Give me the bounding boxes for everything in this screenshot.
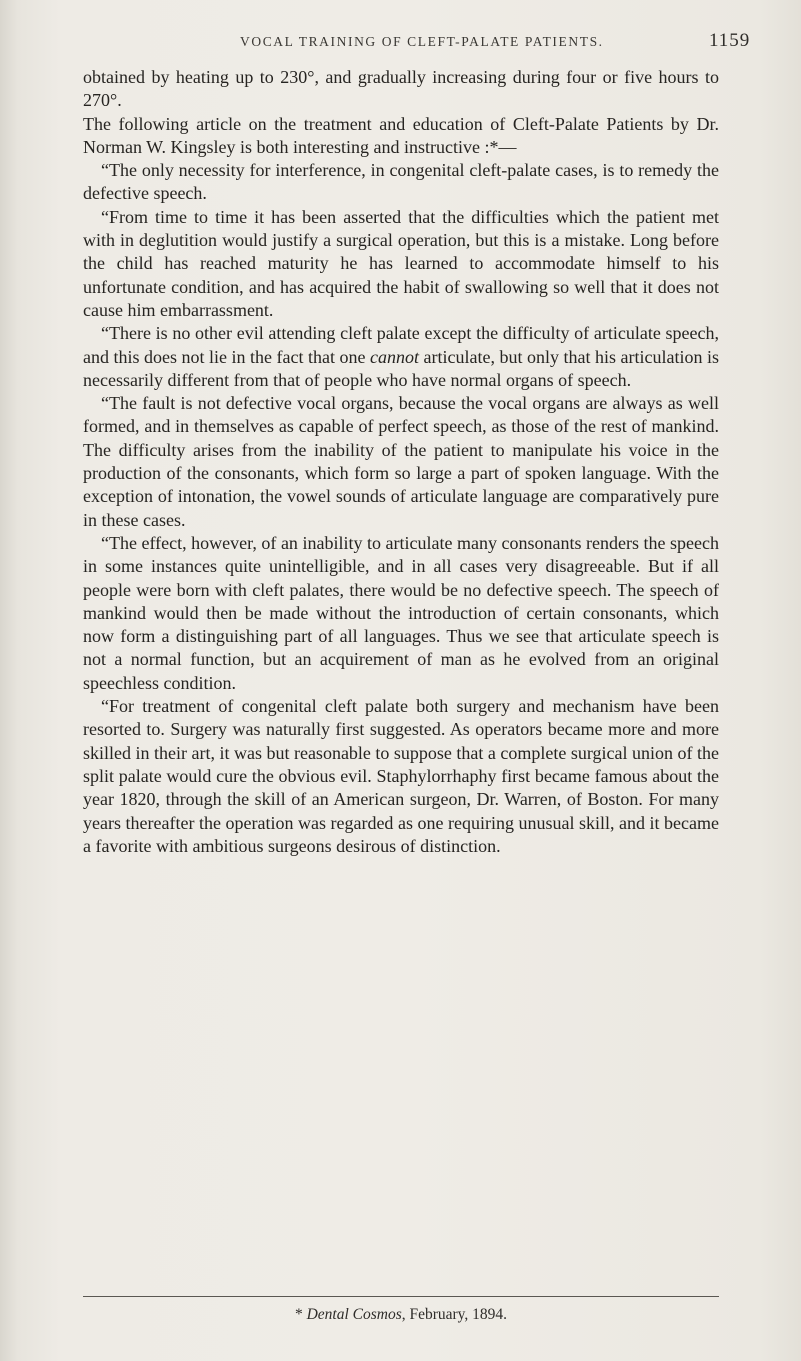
footnote-date: , February, 1894. xyxy=(401,1306,508,1323)
quoted-paragraph: “There is no other evil attending cleft palate except the difficulty of articulate speech, and this does not lie in the fact that one cannot articulate, but only that his articulation is necessarily different from that of people who have normal organs of speech. xyxy=(83,323,719,390)
footnote-marker: * xyxy=(294,1306,307,1323)
footnote-source: Dental Cosmos xyxy=(306,1306,402,1323)
quoted-paragraph: “The effect, however, of an inability to articulate many consonants renders the speech in some instances quite unintelligible, and in all cases very disagreeable. But if all people were born with cleft palates, there would be no defective speech. The speech of mankind would then be made without the introduction of certain consonants, which now form a distinguishing part of all languages. Thus we see that articulate speech is not a normal function, but an acquirement of man as he evolved from an original speechless condition. xyxy=(83,532,719,693)
body-text xyxy=(83,66,719,858)
quoted-paragraph: “The only necessity for interference, in congenital cleft-palate cases, is to remedy the defective speech. xyxy=(83,160,719,204)
footnote xyxy=(83,1306,719,1324)
page-number: 1159 xyxy=(709,30,751,51)
quoted-paragraph: “For treatment of congenital cleft palate both surgery and mechanism have been resorted to. Surgery was naturally first suggested. As operators became more and more skilled in their art, it was but reasonable to suppose that a complete surgical union of the split palate would cure the obvious evil. Staphylorrhaphy first became famous about the year 1820, through the skill of an American surgeon, Dr. Warren, of Boston. For many years thereafter the operation was regarded as one requiring unusual skill, and it became a favorite with ambitious surgeons desirous of distinction. xyxy=(83,696,720,856)
emphasis: cannot xyxy=(370,346,420,367)
paragraph-continuation: obtained by heating up to 230°, and gradually increasing during four or five hours to 270°. xyxy=(83,67,719,111)
running-head: VOCAL TRAINING OF CLEFT-PALATE PATIENTS. xyxy=(240,34,604,49)
footnote-divider xyxy=(83,1296,719,1297)
paragraph: The following article on the treatment and education of Cleft-Palate Patients by Dr. Norman W. Kingsley is both interesting and instructive :*— xyxy=(83,113,719,157)
quoted-paragraph: “From time to time it has been asserted that the difficulties which the patient met with in deglutition would justify a surgical operation, but this is a mistake. Long before the child has reached maturity he has learned to accommodate himself to his unfortunate condition, and has acquired the habit of swallowing so well that it does not cause him embarrassment. xyxy=(83,206,719,320)
quoted-paragraph: “The fault is not defective vocal organs, because the vocal organs are always as well formed, and in themselves as capable of perfect speech, as those of the rest of mankind. The difficulty arises from the inability of the patient to manipulate his voice in the production of the consonants, which form so large a part of spoken language. With the exception of intonation, the vowel sounds of articulate language are comparatively pure in these cases. xyxy=(83,393,719,530)
